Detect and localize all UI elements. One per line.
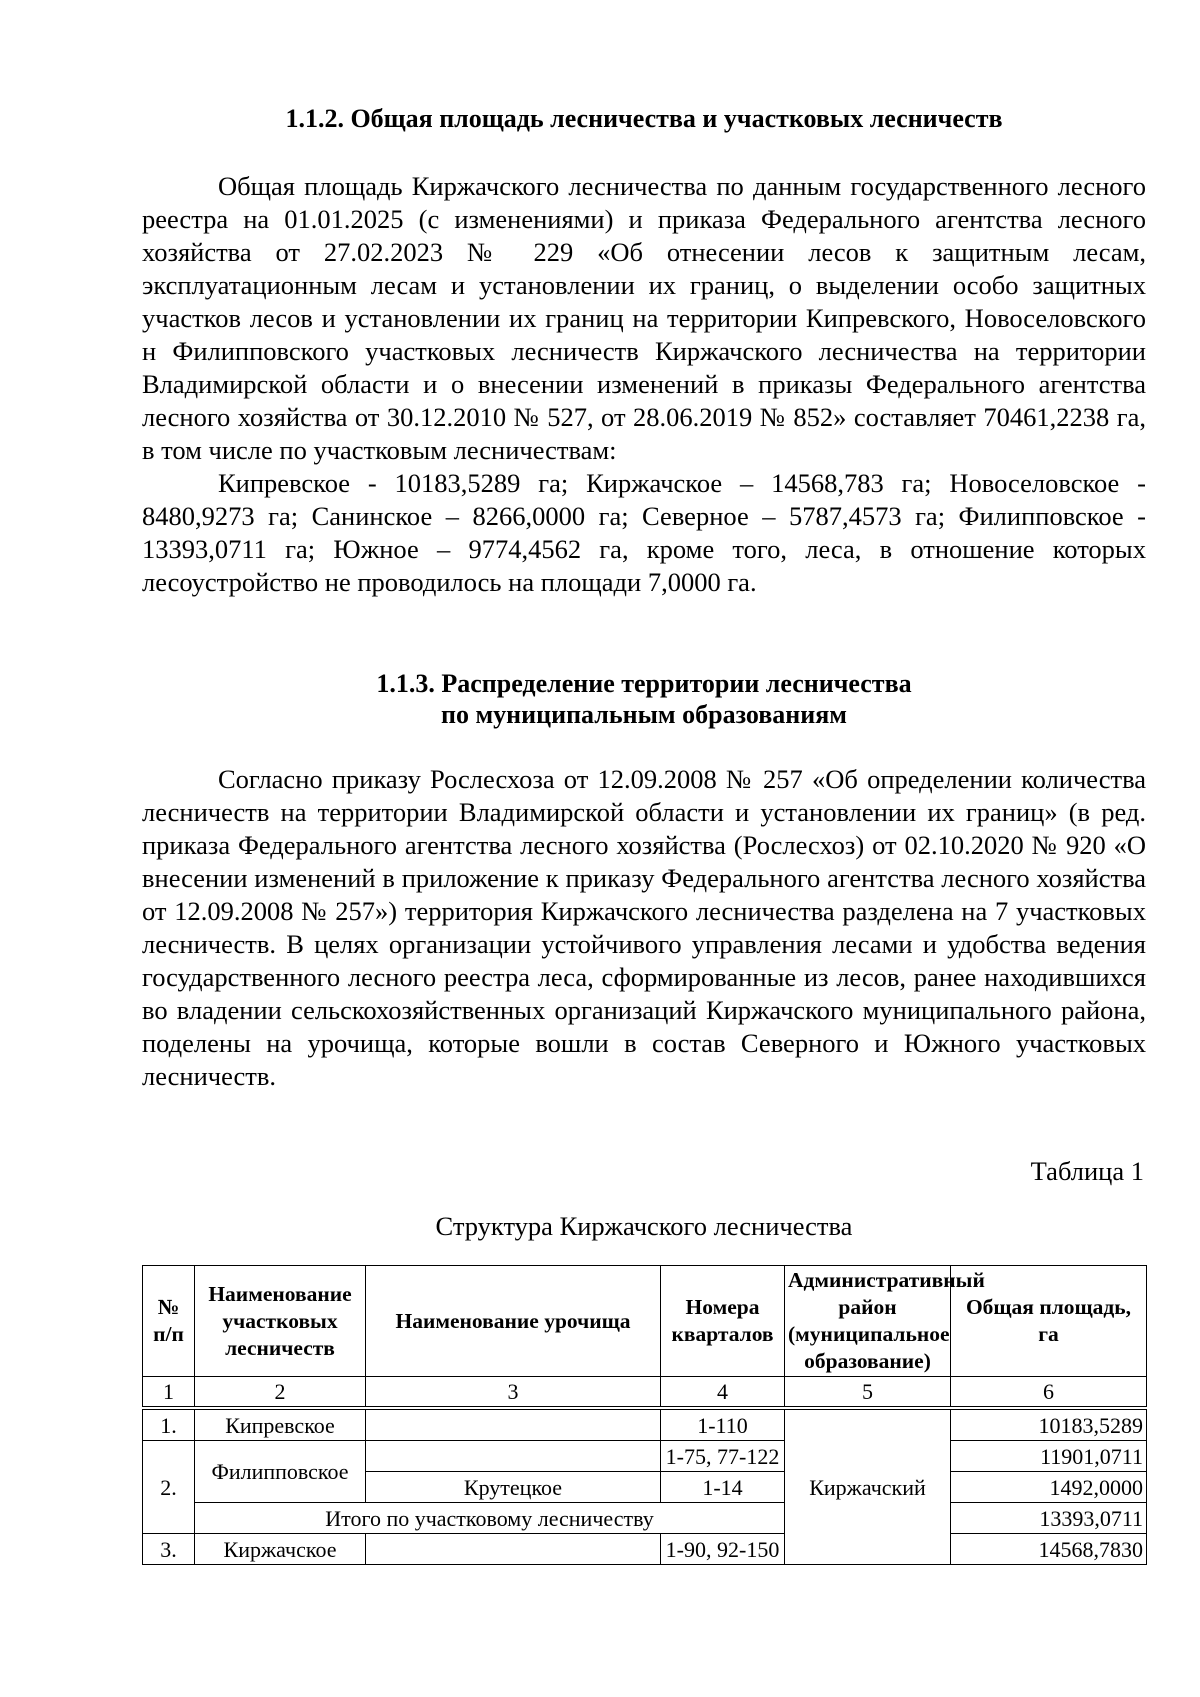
section-112-title: 1.1.2. Общая площадь лесничества и участковых лесничеств [285,104,1003,133]
section-113-title-line-2: по муниципальным образованиям [440,700,848,729]
column-number: 1 [143,1377,195,1409]
header-district: Административный район (муниципальное образование) [785,1266,951,1377]
section-113-body [142,763,1146,1093]
section-112-paragraph-2: Кипревское - 10183,5289 га; Киржачское – 14568,783 га; Новоселовское - 8480,9273 га; Санинское – 8266,0000 га; Северное – 5787,4573 га; Филипповское - 13393,0711 га; Южное – 9774,4562 га, кроме того, леса, в отношение которых лесоустройство не проводилось на площади 7,0000 га. [142,468,1146,597]
total-area: 13393,0711 [951,1503,1147,1534]
table-column-numbers-row [143,1377,1147,1409]
column-number: 5 [785,1377,951,1409]
table-caption: Структура Киржачского лесничества [435,1211,853,1241]
area: 14568,7830 [951,1534,1147,1565]
section-113-title [142,668,1146,730]
header-forestry-name: Наименование участковых лесничеств [195,1266,366,1377]
section-112-body [142,170,1146,599]
header-quarters: Номера кварталов [661,1266,785,1377]
table-row [143,1534,1147,1565]
column-number: 3 [366,1377,661,1409]
forestry-structure-table [142,1265,1147,1565]
area: 1492,0000 [951,1472,1147,1503]
area: 10183,5289 [951,1408,1147,1441]
forestry-name: Киржачское [195,1534,366,1565]
header-tract-name: Наименование урочища [366,1266,661,1377]
column-number: 6 [951,1377,1147,1409]
district-cell: Киржачский [785,1408,951,1565]
forestry-name: Филипповское [195,1441,366,1503]
quarters: 1-110 [661,1408,785,1441]
row-number: 2. [143,1441,195,1534]
table-header-row [143,1266,1147,1377]
header-area: Общая площадь, га [951,1266,1147,1377]
row-number: 1. [143,1408,195,1441]
area: 11901,0711 [951,1441,1147,1472]
tract-name: Крутецкое [366,1472,661,1503]
tract-name [366,1441,661,1472]
tract-name [366,1534,661,1565]
table-row [143,1441,1147,1472]
quarters: 1-75, 77-122 [661,1441,785,1472]
section-113-title-line-1: 1.1.3. Распределение территории лесничества [376,669,912,698]
section-113-paragraph-1: Согласно приказу Рослесхоза от 12.09.2008 № 257 «Об определении количества лесничеств на территории Владимирской области и установлении их границ» (в ред. приказа Федерального агентства лесного хозяйства (Рослесхоз) от 02.10.2020 № 920 «О внесении изменений в приложение к приказу Федерального агентства лесного хозяйства от 12.09.2008 № 257») территория Киржачского лесничества разделена на 7 участковых лесничеств. В целях организации устойчивого управления лесами и удобства ведения государственного лесного реестра леса, сформированные из лесов, ранее находившихся во владении сельскохозяйственных организаций Киржачского муниципального района, поделены на урочища, которые вошли в состав Северного и Южного участковых лесничеств. [142,764,1146,1091]
forestry-name: Кипревское [195,1408,366,1441]
table-total-row [143,1503,1147,1534]
quarters: 1-90, 92-150 [661,1534,785,1565]
table-row [143,1408,1147,1441]
total-label: Итого по участковому лесничеству [195,1503,785,1534]
column-number: 4 [661,1377,785,1409]
quarters: 1-14 [661,1472,785,1503]
column-number: 2 [195,1377,366,1409]
table-label: Таблица 1 [1030,1156,1144,1186]
header-number: № п/п [143,1266,195,1377]
row-number: 3. [143,1534,195,1565]
section-112-paragraph-1: Общая площадь Киржачского лесничества по данным государственного лесного реестра на 01.01.2025 (с изменениями) и приказа Федерального агентства лесного хозяйства от 27.02.2023 № 229 «Об отнесении лесов к защитным лесам, эксплуатационным лесам и установлении их границ, о выделении особо защитных участков лесов и установлении их границ на территории Кипревского, Новоселовского н Филипповского участковых лесничеств Киржачского лесничества на территории Владимирской области и о внесении изменений в приказы Федерального агентства лесного хозяйства от 30.12.2010 № 527, от 28.06.2019 № 852» составляет 70461,2238 га, в том числе по участковым лесничествам: [142,171,1146,465]
tract-name [366,1408,661,1441]
